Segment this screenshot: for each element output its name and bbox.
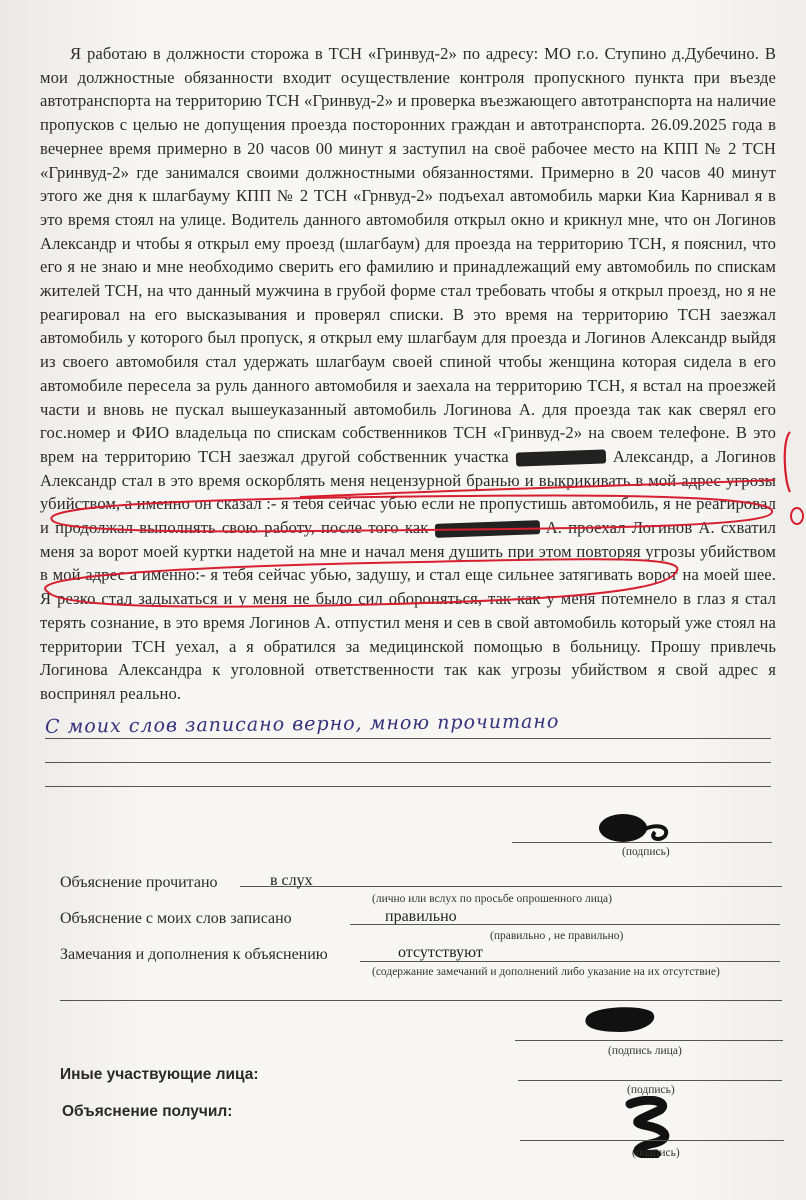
recorded-value: правильно	[385, 908, 457, 925]
signature-caption: (подпись)	[622, 846, 670, 858]
other-signature-caption: (подпись)	[627, 1084, 675, 1096]
signature-scribble-2	[580, 1002, 660, 1036]
redacted-name	[516, 450, 606, 467]
red-circle-margin	[791, 508, 803, 524]
note-line-3	[45, 786, 771, 787]
statement-line-1: Я работаю в должности сторожа в ТСН «Гринвуд-2» по адресу: МО г.о. Ступино	[70, 44, 667, 63]
statement-fragment-d: А. проехал Логинов А. схватил меня за ворот моей куртки надетой на мне и	[40, 518, 777, 561]
person-signature-caption: (подпись лица)	[608, 1045, 682, 1057]
recorded-caption: (правильно , не правильно)	[490, 930, 624, 942]
signature-line-1	[512, 842, 772, 843]
statement-paragraph	[40, 42, 776, 706]
statement-body: д.Дубечино. В мои должностные обязанности входит осуществление контроля пропускного пункта при въезде автотранспорта на территорию ТСН «Гринвуд-2» и проверка въезжающего автотранспорта на наличие пропусков с целью не допущения проезда посторонних граждан и автотранспорта. 26.09.2025 года в вечернее время примерно в 20 часов 00 минут я заступил на своё рабочее место на КПП № 2 ТСН «Гринвуд-2» где занимался своими должностными обязанностями. Примерно в 20 часов 40 минут этого же дня к шлагбауму КПП № 2 ТСН «Грнвуд-2» подъехал автомобиль марки Киа Карнивал я в это время стоял на улице. Водитель данного автомобиля открыл окно и крикнул мне, что он Логинов Александр и чтобы я открыл ему проезд (шлагбаум) для проезда на территорию ТСН, я пояснил, что его я не знаю и мне необходимо сверить его фамилию и принадлежащий ему автомобиль по спискам жителей ТСН, на что данный мужчина в грубой форме стал требовать чтобы я открыл проезд, но я не реагировал на его высказывания и проверял списки. В это время на территорию ТСН заезжал автомобиль у которого был пропуск, я открыл ему шлагбаум для проезда и Логинов Александр выйдя из своего автомобиля стал удержать шлагбаум своей спиной чтобы женщина которая сидела в его автомобиле пересела за руль данного автомобиля и заехала на территорию ТСН, я встал на проезжей части и вновь не пускал вышеуказанный автомобиль Логинова А. для проезда так как сверял его гос.номер и ФИО владельца по спискам собственников ТСН «Гринвуд-2» на своем телефоне. В это врем на территорию ТСН заезжал другой собственник участка	[40, 44, 777, 466]
received-label: Объяснение получил:	[62, 1103, 233, 1120]
remarks-caption: (содержание замечаний и дополнений либо указание на их отсутствие)	[372, 966, 720, 978]
read-caption: (лично или вслух по просьбе опрошенного лица)	[372, 893, 612, 905]
statement-fragment-b: Александр, а Логинов Александр стал в это	[40, 446, 776, 490]
recorded-line	[350, 924, 780, 925]
received-signature-line	[520, 1140, 784, 1141]
note-line-1	[45, 738, 771, 739]
remarks-line-2	[60, 1000, 782, 1001]
statement-fragment-e: Я резко стал задыхаться и у меня не было сил обороняться, так как у меня потемнело в глаз я стал терять сознание, в это время Логинов А. отпустил меня и сев в свой автомобиль который уже стоял на территории ТСН уехал, а я обратился за медицинской помощью в больницу. Прошу привлечь Логинова Александра к уголовной ответственности так как угрозы убийством я свой адрес я воспринял реально.	[40, 589, 776, 703]
statement-fragment-c: автомобиль, я не реагировал и продолжал выполнять свою работу, после того как	[40, 494, 777, 538]
underlined-threat-1: время оскорблять меня нецензурной бранью и выкрикивать в мой адрес угрозы убийством, а именно он сказал :- я тебя сейчас убью если не пропустишь	[40, 470, 777, 514]
remarks-value: отсутствуют	[398, 944, 483, 961]
read-label: Объяснение прочитано	[60, 874, 218, 891]
other-persons-label: Иные участвующие лица:	[60, 1066, 259, 1083]
redacted-name-2	[434, 520, 539, 538]
statement-text	[40, 42, 776, 706]
underlined-threat-2: начал меня душить при этом повторяя угрозы убийством в мой адрес а именно:- я тебя сейчас убью, задушу, и стал еще сильнее затягивать ворот на моей шее.	[40, 541, 777, 585]
signature-scribble-1	[595, 810, 675, 846]
handwritten-note: С моих слов записано верно, мною прочитано	[44, 710, 560, 738]
received-signature-caption: (подпись)	[632, 1147, 680, 1159]
remarks-line	[360, 961, 780, 962]
read-value: в слух	[270, 872, 313, 889]
red-bracket-margin	[785, 432, 790, 492]
recorded-label: Объяснение с моих слов записано	[60, 910, 292, 927]
other-signature-line	[518, 1080, 782, 1081]
read-line	[240, 886, 782, 887]
remarks-label: Замечания и дополнения к объяснению	[60, 946, 328, 963]
note-line-2	[45, 762, 771, 763]
person-signature-line	[515, 1040, 783, 1041]
